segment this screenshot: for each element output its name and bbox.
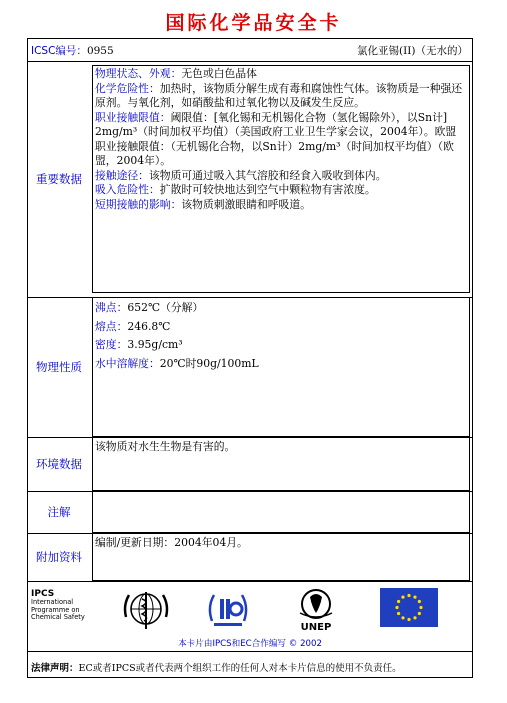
item-heading: 化学危险性： (95, 81, 160, 95)
item-heading: 吸入危险性： (95, 183, 160, 196)
item-appearance (95, 67, 466, 82)
notes-box (92, 491, 470, 533)
item-exposure-limits (95, 111, 466, 169)
ilo-emblem-icon (206, 587, 250, 633)
ipcs-logo (31, 591, 85, 622)
eu-star (413, 596, 416, 599)
item-text: 246.8℃ (127, 319, 171, 333)
ipcs-line-1: International (31, 597, 74, 606)
section-label-additional: 附加资料 (36, 550, 82, 564)
eu-star (401, 616, 404, 619)
eu-star (413, 616, 416, 619)
eu-star (401, 596, 404, 599)
item-text: 阈限值：[氧化锡和无机锡化合物（氢化锡除外），以Sn计] 2mg/m³（时间加权平均值）（美国政府工业卫生学家会议，2004年）。欧盟职业接触限值：（无机锡化合物，以Sn计）2mg/m³（时间加权平均值）（欧盟，2004年）。 (95, 110, 457, 167)
item-melting-point (95, 318, 466, 337)
header-row (28, 39, 472, 61)
item-heading: 物理状态、外观： (95, 67, 182, 80)
important-content (95, 67, 466, 212)
footer-credit: 本卡片由IPCS和EC合作编写 © 2002 (178, 639, 322, 649)
card-frame (27, 38, 473, 678)
page-title: 国际化学品安全卡 (165, 12, 342, 34)
icsc-value: 0955 (86, 45, 114, 57)
who-emblem-icon (120, 587, 172, 633)
legal-text: EC或者IPCS或者代表两个组织工作的任何人对本卡片信息的使用不负责任。 (78, 663, 402, 674)
item-heading: 短期接触的影响： (95, 197, 182, 211)
chemical-name: 氯化亚锡(II)（无水的） (357, 45, 468, 57)
divider (28, 581, 472, 582)
item-chemical-hazards (95, 82, 466, 111)
item-text: 该物质刺激眼睛和呼吸道。 (181, 197, 311, 211)
ipcs-title: IPCS (31, 589, 55, 599)
item-short-term-effects (95, 198, 466, 213)
divider (28, 61, 472, 62)
item-text: 20℃时90g/100mL (159, 356, 259, 370)
item-text: 扩散时可较快地达到空气中颗粒物有害浓度。 (159, 183, 376, 196)
item-heading: 密度： (95, 338, 128, 351)
eu-flag-graphic (380, 588, 438, 627)
item-heading: 熔点： (95, 319, 128, 333)
legal-notice (31, 660, 402, 674)
environment-text: 该物质对水生生物是有害的。 (95, 440, 236, 453)
item-heading: 水中溶解度： (95, 356, 160, 370)
item-text: 3.95g/cm³ (127, 338, 183, 351)
unep-label: UNEP (300, 622, 332, 633)
ipcs-line-3: Chemical Safety (31, 613, 85, 622)
eu-star (418, 600, 421, 603)
eu-star (419, 606, 422, 609)
eu-star (418, 612, 421, 615)
icsc-label: ICSC编号： (31, 45, 87, 57)
eu-star (407, 594, 410, 597)
ipcs-line-2: Programme on (31, 605, 80, 614)
item-heading: 接触途径： (95, 168, 149, 182)
eu-star (407, 618, 410, 621)
item-text: 652℃（分解） (127, 301, 204, 314)
unep-emblem-icon (292, 587, 340, 623)
item-heading: 沸点： (95, 301, 128, 314)
item-solubility (95, 355, 466, 374)
item-text: 无色或白色晶体 (181, 67, 257, 80)
section-label-physical: 物理性质 (36, 360, 82, 374)
additional-text: 编制/更新日期：2004年04月。 (95, 536, 248, 549)
eu-star (395, 606, 398, 609)
item-text: 加热时，该物质分解生成有毒和腐蚀性气体。该物质是一种强还原剂。与氧化剂，如硝酸盐和过氧化物以及碱发生反应。 (95, 81, 463, 109)
item-density (95, 336, 466, 355)
eu-flag-icon (380, 588, 438, 627)
item-exposure-routes (95, 169, 466, 184)
item-boiling-point (95, 299, 466, 318)
item-heading: 职业接触限值： (95, 110, 171, 124)
section-label-environment: 环境数据 (36, 457, 82, 471)
section-label-notes: 注解 (47, 505, 71, 519)
item-text: 该物质可通过吸入其气溶胶和经食入吸收到体内。 (148, 168, 387, 182)
eu-star (397, 612, 400, 615)
physical-content (95, 299, 466, 373)
legal-label: 法律声明： (31, 663, 79, 674)
eu-star (397, 600, 400, 603)
section-label-important: 重要数据 (36, 172, 82, 186)
divider (28, 651, 472, 652)
icsc-number (31, 43, 114, 58)
item-inhalation-risk (95, 183, 466, 198)
